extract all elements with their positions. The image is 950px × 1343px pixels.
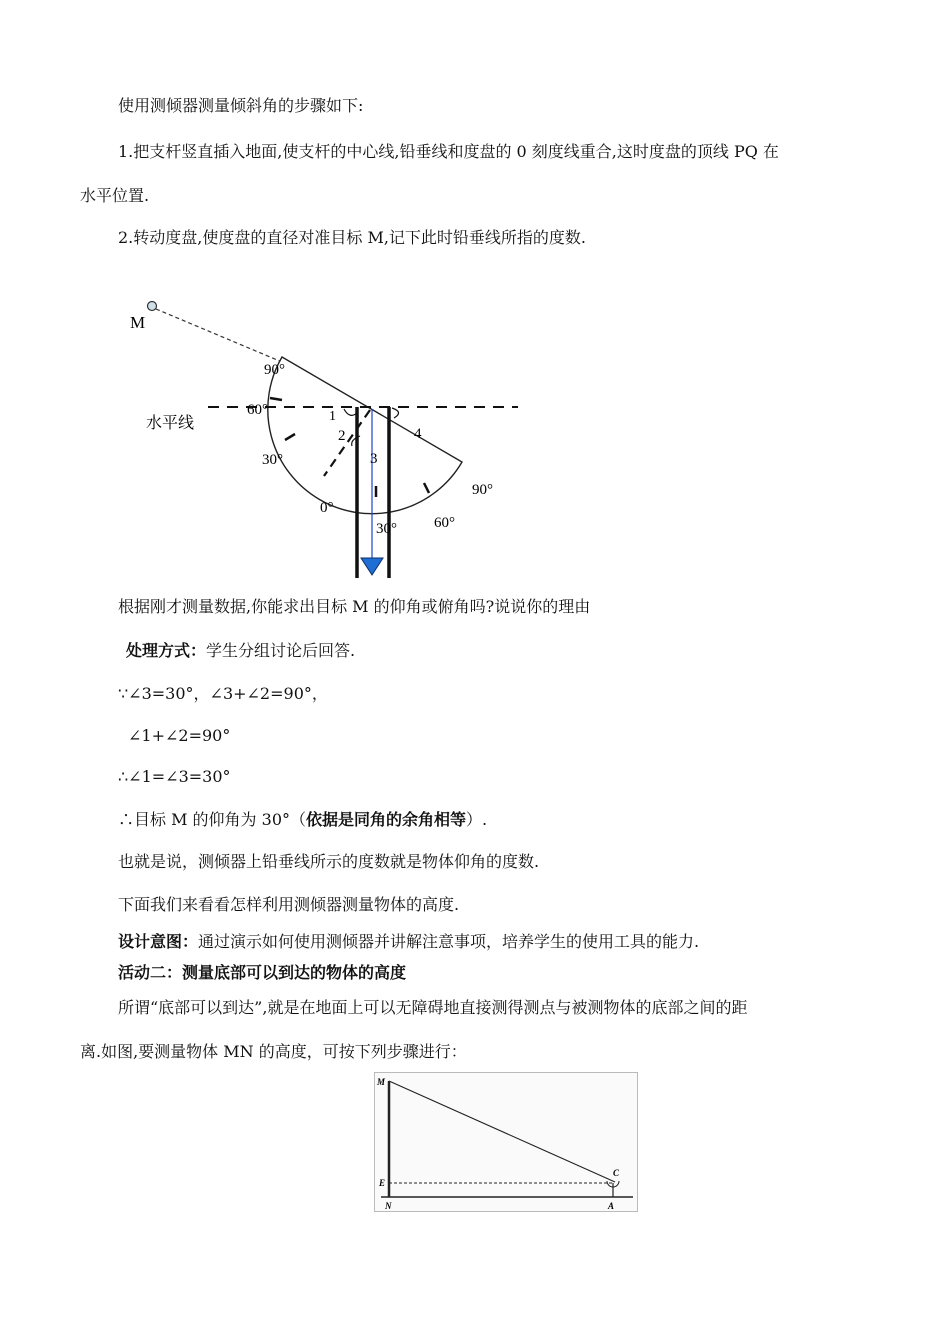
label-60-left: 60° <box>247 402 268 418</box>
intro-text: 使用测倾器测量倾斜角的步骤如下: <box>118 96 364 115</box>
sight-line <box>156 309 282 362</box>
label-30-left: 30° <box>262 452 283 468</box>
step-1-text-cont: 水平位置. <box>80 186 150 205</box>
label-horizontal: 水平线 <box>146 415 195 432</box>
label-angle-2: 2 <box>338 428 346 444</box>
label-m2: M <box>377 1077 386 1087</box>
target-point-m <box>148 302 157 311</box>
question-text: 根据刚才测量数据,你能求出目标 M 的仰角或俯角吗?说说你的理由 <box>118 597 591 616</box>
proof-line-1: ∵∠3=30°，∠3+∠2=90°， <box>118 684 328 703</box>
proof-4-start: ∴目标 M 的仰角为 30°（ <box>118 810 307 829</box>
height-measurement-figure <box>374 1072 638 1212</box>
angle-arc <box>392 408 399 418</box>
plumb-bob <box>361 558 383 575</box>
method-label: 处理方式： <box>126 641 207 660</box>
design-label: 设计意图： <box>118 932 199 951</box>
label-angle-4: 4 <box>414 426 422 442</box>
label-angle-3: 3 <box>370 451 378 467</box>
protractor-dial <box>268 357 462 514</box>
design-line <box>118 932 699 952</box>
label-90-top: 90° <box>264 362 285 378</box>
label-m: M <box>130 313 146 332</box>
label-n: N <box>385 1201 392 1211</box>
clinometer-diagram <box>0 290 560 590</box>
label-c: C <box>613 1168 620 1178</box>
label-0: 0° <box>320 500 334 516</box>
method-text: 学生分组讨论后回答. <box>206 641 356 660</box>
activity-title: 活动二：测量底部可以到达的物体的高度 <box>118 963 407 982</box>
proof-4-end: ）. <box>466 810 488 829</box>
proof-line-4 <box>118 810 487 830</box>
next-text: 下面我们来看看怎样利用测倾器测量物体的高度. <box>118 895 460 914</box>
height-diagram <box>375 1073 637 1211</box>
description-text: 所谓“底部可以到达”,就是在地面上可以无障碍地直接测得测点与被测物体的底部之间的距 <box>118 998 748 1017</box>
label-a: A <box>608 1201 615 1211</box>
step-2-text: 2.转动度盘,使度盘的直径对准目标 M,记下此时铅垂线所指的度数. <box>118 228 586 247</box>
proof-line-2: ∠1+∠2=90° <box>128 726 231 745</box>
label-e: E <box>379 1178 386 1188</box>
sight-line-mc <box>389 1081 615 1182</box>
proof-4-reason: 依据是同角的余角相等 <box>306 810 467 829</box>
step-1-text: 1.把支杆竖直插入地面,使支杆的中心线,铅垂线和度盘的 0 刻度线重合,这时度盘的顶线 PQ 在 <box>118 142 779 161</box>
description-text-cont: 离.如图,要测量物体 MN 的高度，可按下列步骤进行： <box>80 1042 467 1061</box>
conclusion-text: 也就是说，测倾器上铅垂线所示的度数就是物体仰角的度数. <box>118 852 540 871</box>
proof-line-3: ∴∠1=∠3=30° <box>118 767 231 786</box>
label-30-bottom: 30° <box>376 521 397 537</box>
label-60-right: 60° <box>434 515 455 531</box>
method-line <box>126 641 355 661</box>
label-angle-1: 1 <box>329 409 336 424</box>
design-text: 通过演示如何使用测倾器并讲解注意事项，培养学生的使用工具的能力. <box>198 932 700 951</box>
label-90-right: 90° <box>472 482 493 498</box>
